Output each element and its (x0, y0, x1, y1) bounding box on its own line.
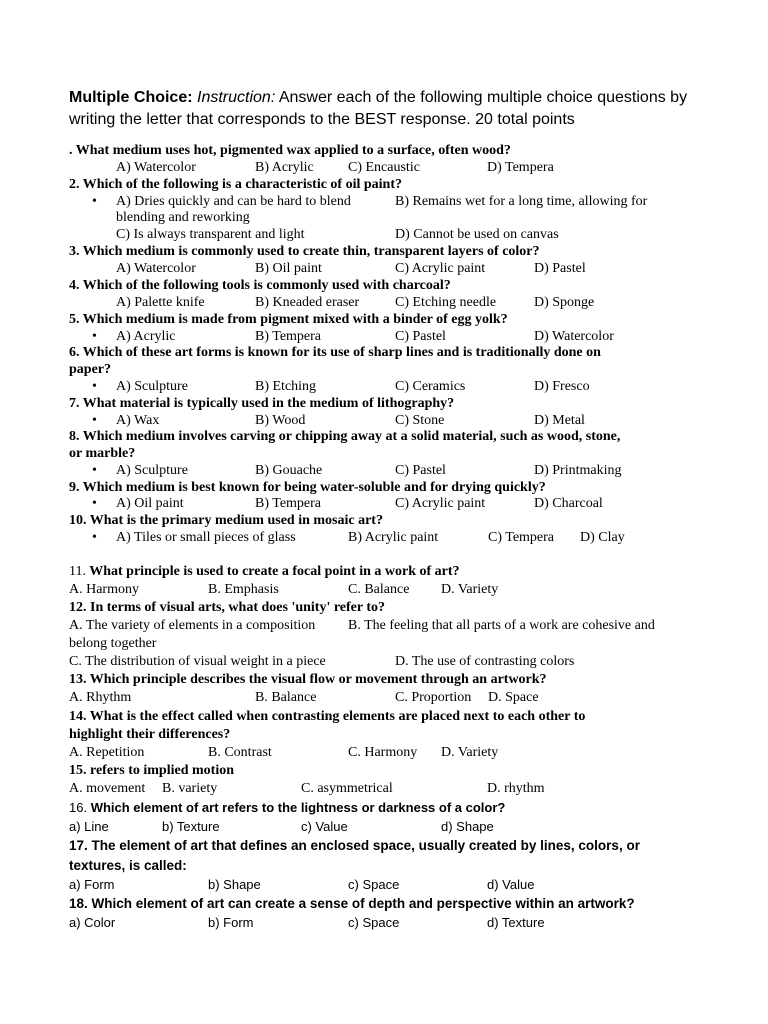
option-a: A) Sculpture (116, 379, 188, 394)
question-18: 18. Which element of art can create a sense of depth and perspective within an artwork? (69, 896, 635, 911)
question-2: 2. Which of the following is a characteristic of oil paint? (69, 177, 402, 192)
option-d: d) Shape (441, 819, 494, 834)
option-d: D) Clay (580, 530, 625, 545)
option-b: B. Contrast (208, 745, 272, 760)
option-a: a) Form (69, 877, 115, 892)
question-number: 16. (69, 800, 88, 815)
question-8-cont: or marble? (69, 446, 136, 461)
question-10: 10. What is the primary medium used in mosaic art? (69, 513, 383, 528)
option-c: C) Ceramics (395, 379, 466, 394)
question-3: 3. Which medium is commonly used to create thin, transparent layers of color? (69, 244, 540, 259)
option-a: A) Dries quickly and can be hard to blend (116, 194, 351, 209)
option-b: B) Kneaded eraser (255, 295, 360, 310)
instruction-text: Answer each of the following multiple choice questions by writing the letter that corresponds to the BEST response. 20 total points (69, 89, 688, 128)
option-d: D. The use of contrasting colors (395, 654, 575, 669)
option-a: A) Oil paint (116, 496, 184, 511)
option-d: D. Variety (441, 582, 499, 597)
option-b: b) Form (208, 915, 254, 930)
option-a: A. movement (69, 781, 146, 796)
option-a: A) Acrylic (116, 329, 176, 344)
question-17: 17. The element of art that defines an enclosed space, usually created by lines, colors, or (69, 838, 640, 853)
option-c: C. Proportion (395, 690, 472, 705)
option-c: C. asymmetrical (301, 781, 393, 796)
option-a: A) Wax (116, 413, 160, 428)
question-6: 6. Which of these art forms is known for its use of sharp lines and is traditionally done on (69, 345, 601, 360)
option-b: B) Tempera (255, 329, 322, 344)
option-c: C. Harmony (348, 745, 418, 760)
option-d: D) Metal (534, 413, 585, 428)
question-7: 7. What material is typically used in the medium of lithography? (69, 396, 455, 411)
bullet: • (92, 329, 97, 344)
question-text: Which element of art refers to the lightness or darkness of a color? (87, 800, 506, 815)
bullet: • (92, 413, 97, 428)
option-d: D. Space (488, 690, 539, 705)
option-a: A) Watercolor (116, 261, 196, 276)
bullet: • (92, 530, 97, 545)
option-a: A. The variety of elements in a composition (69, 618, 316, 633)
option-d: D) Sponge (534, 295, 595, 310)
option-c: c) Space (348, 915, 400, 930)
question-14-cont: highlight their differences? (69, 727, 231, 742)
option-c: c) Value (301, 819, 348, 834)
option-a: A) Sculpture (116, 463, 188, 478)
option-c: c) Space (348, 877, 400, 892)
option-a: A. Repetition (69, 745, 145, 760)
option-c: C) Pastel (395, 329, 446, 344)
option-b: b) Shape (208, 877, 261, 892)
option-a: A) Palette knife (116, 295, 205, 310)
question-16 (69, 799, 505, 816)
option-b-cont: blending and reworking (116, 210, 250, 225)
option-b: B) Oil paint (255, 261, 322, 276)
option-b: B. The feeling that all parts of a work are cohesive and (348, 618, 655, 633)
option-a: A. Harmony (69, 582, 139, 597)
question-12: 12. In terms of visual arts, what does 'unity' refer to? (69, 600, 386, 615)
option-d: D) Fresco (534, 379, 590, 394)
option-b: B) Tempera (255, 496, 322, 511)
question-text: What principle is used to create a focal point in a work of art? (85, 564, 460, 579)
option-d: D) Pastel (534, 261, 586, 276)
question-8: 8. Which medium involves carving or chipping away at a solid material, such as wood, stone, (69, 429, 621, 444)
option-d: D) Printmaking (534, 463, 622, 478)
instruction-paragraph (69, 87, 709, 131)
option-c: C) Pastel (395, 463, 446, 478)
option-c: C) Stone (395, 413, 445, 428)
bullet: • (92, 379, 97, 394)
option-c: C) Etching needle (395, 295, 497, 310)
option-c: C) Tempera (488, 530, 555, 545)
question-14: 14. What is the effect called when contrasting elements are placed next to each other to (69, 709, 586, 724)
question-15: 15. refers to implied motion (69, 763, 234, 778)
question-5: 5. Which medium is made from pigment mixed with a binder of egg yolk? (69, 312, 508, 327)
question-9: 9. Which medium is best known for being water-soluble and for drying quickly? (69, 480, 546, 495)
option-b: B) Acrylic paint (348, 530, 439, 545)
option-d: D. rhythm (487, 781, 545, 796)
option-c: C) Is always transparent and light (116, 227, 305, 242)
option-d: d) Value (487, 877, 535, 892)
option-b: B) Wood (255, 413, 306, 428)
option-c: C. Balance (348, 582, 410, 597)
option-a: A) Tiles or small pieces of glass (116, 530, 296, 545)
option-c: C) Acrylic paint (395, 496, 486, 511)
question-11 (69, 563, 460, 580)
option-b: B) Gouache (255, 463, 323, 478)
question-4: 4. Which of the following tools is commonly used with charcoal? (69, 278, 451, 293)
option-d: D) Cannot be used on canvas (395, 227, 559, 242)
option-b: B. Emphasis (208, 582, 279, 597)
question-6-cont: paper? (69, 362, 111, 377)
option-b-cont: belong together (69, 636, 157, 651)
option-d: D. Variety (441, 745, 499, 760)
question-number: 11. (69, 564, 86, 579)
option-b: B. variety (162, 781, 218, 796)
question-1: . What medium uses hot, pigmented wax applied to a surface, often wood? (69, 143, 511, 158)
option-b: B. Balance (255, 690, 317, 705)
option-b: B) Remains wet for a long time, allowing for (395, 194, 648, 209)
option-b: b) Texture (162, 819, 220, 834)
question-13: 13. Which principle describes the visual flow or movement through an artwork? (69, 672, 547, 687)
option-c: C) Encaustic (348, 160, 420, 175)
question-17-cont: textures, is called: (69, 858, 187, 873)
option-b: B) Etching (255, 379, 317, 394)
option-d: D) Charcoal (534, 496, 603, 511)
option-a: a) Line (69, 819, 109, 834)
option-a: a) Color (69, 915, 116, 930)
option-c: C) Acrylic paint (395, 261, 486, 276)
bullet: • (92, 496, 97, 511)
instruction-label: Instruction: (197, 89, 276, 106)
option-b: B) Acrylic (255, 160, 314, 175)
option-a: A) Watercolor (116, 160, 196, 175)
bullet: • (92, 194, 97, 209)
option-d: D) Tempera (487, 160, 554, 175)
option-a: A. Rhythm (69, 690, 132, 705)
section-heading: Multiple Choice: (69, 89, 193, 106)
option-c: C. The distribution of visual weight in a piece (69, 654, 326, 669)
option-d: d) Texture (487, 915, 545, 930)
bullet: • (92, 463, 97, 478)
option-d: D) Watercolor (534, 329, 614, 344)
